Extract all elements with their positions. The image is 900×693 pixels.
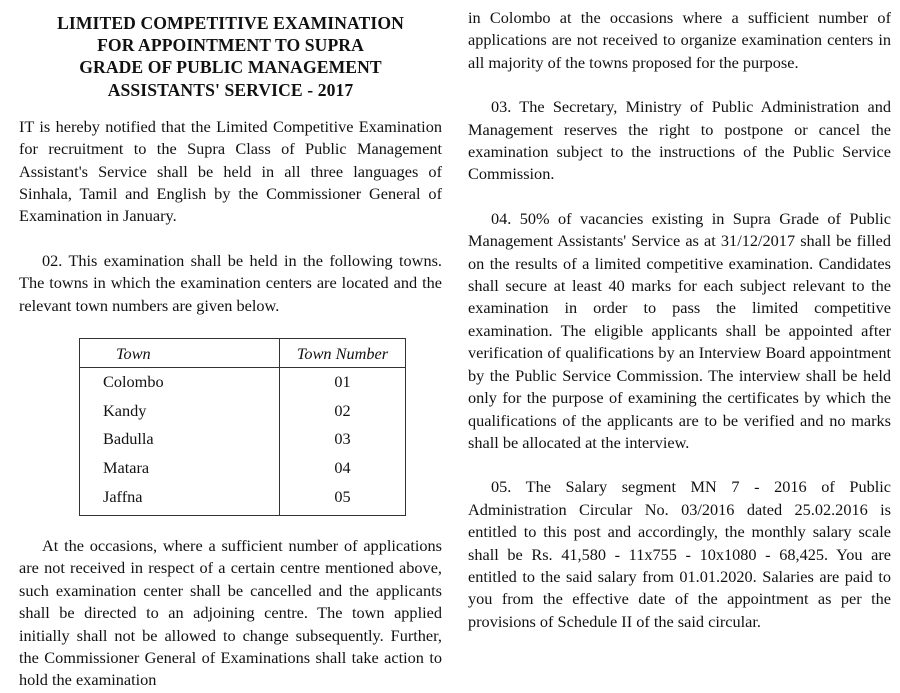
- page-title: [19, 12, 442, 101]
- title-line-1: LIMITED COMPETITIVE EXAMINATION: [57, 13, 404, 33]
- occasions-paragraph: At the occasions, where a sufficient number of applications are not received in respect of a certain centre mentioned above, such examination center shall be cancelled and the applicants shall be directed to an adjoining centre. The town applied initially shall not be allowed to change subsequently. Further, the Commissioner General of Examinations shall take action to hold the examination: [19, 536, 442, 690]
- title-line-2: FOR APPOINTMENT TO SUPRA: [97, 35, 364, 56]
- table-header-row: [80, 339, 406, 368]
- town-number-cell: 03: [334, 429, 351, 449]
- table-row: [80, 368, 406, 397]
- paragraph-05: 05. The Salary segment MN 7 - 2016 of Public Administration Circular No. 03/2016 dated 25.02.2016 is entitled to this post and accordingly, the monthly salary scale shall be Rs. 41,580 - 11x755 - 10x1080 - 68,425. You are entitled to the said salary from 01.01.2020. Salaries are paid to you from the effective date of the appointment as per the provisions of Schedule II of the said circular.: [468, 477, 891, 631]
- title-line-4: ASSISTANTS' SERVICE - 2017: [107, 79, 354, 100]
- title-line-3: GRADE OF PUBLIC MANAGEMENT: [79, 57, 382, 78]
- paragraph-02: 02. This examination shall be held in the following towns. The towns in which the examination centers are located and the relevant town numbers are given below.: [19, 250, 442, 315]
- town-number-cell: 05: [334, 486, 351, 506]
- town-number-cell: 02: [334, 400, 351, 420]
- paragraph-03: 03. The Secretary, Ministry of Public Administration and Management reserves the right to postpone or cancel the examination subject to the instructions of the Public Service Commission.: [468, 97, 891, 184]
- town-number-cell: 04: [334, 457, 351, 477]
- town-number-cell: 01: [334, 372, 351, 392]
- column-header-town-number: Town Number: [280, 339, 406, 368]
- paragraph-04: 04. 50% of vacancies existing in Supra Grade of Public Management Assistants' Service as at 31/12/2017 shall be filled on the results of a limited competitive examination. Candidates shall secure at least 40 marks for each subject relevant to the examination in order to pass the limited competitive examination. The eligible applicants shall be appointed after verification of qualifications by an Interview Board appointment by the Public Service Commission. The interview shall be held only for the purpose of examining the certificates by which the qualifications of the applicants are to be verified and no marks shall be allocated at the interview.: [468, 208, 891, 452]
- town-cell: Matara: [80, 454, 280, 483]
- table-row: [80, 482, 406, 515]
- town-cell: Kandy: [80, 397, 280, 426]
- towns-table: [79, 338, 406, 516]
- table-row: [80, 454, 406, 483]
- continued-paragraph: in Colombo at the occasions where a sufficient number of applications are not received to organize examination centers in all majority of the towns proposed for the purpose.: [468, 8, 891, 72]
- table-row: [80, 397, 406, 426]
- town-cell: Jaffna: [80, 482, 280, 515]
- table-row: [80, 425, 406, 454]
- town-cell: Badulla: [80, 425, 280, 454]
- town-cell: Colombo: [80, 368, 280, 397]
- column-header-town: Town: [80, 339, 280, 368]
- left-column: [19, 0, 442, 692]
- right-column: [468, 0, 891, 633]
- notice-paragraph: IT is hereby notified that the Limited Competitive Examination for recruitment to the Supra Class of Public Management Assistant's Service shall be held in all three languages of Sinhala, Tamil and English by the Commissioner General of Examination in January.: [19, 116, 442, 226]
